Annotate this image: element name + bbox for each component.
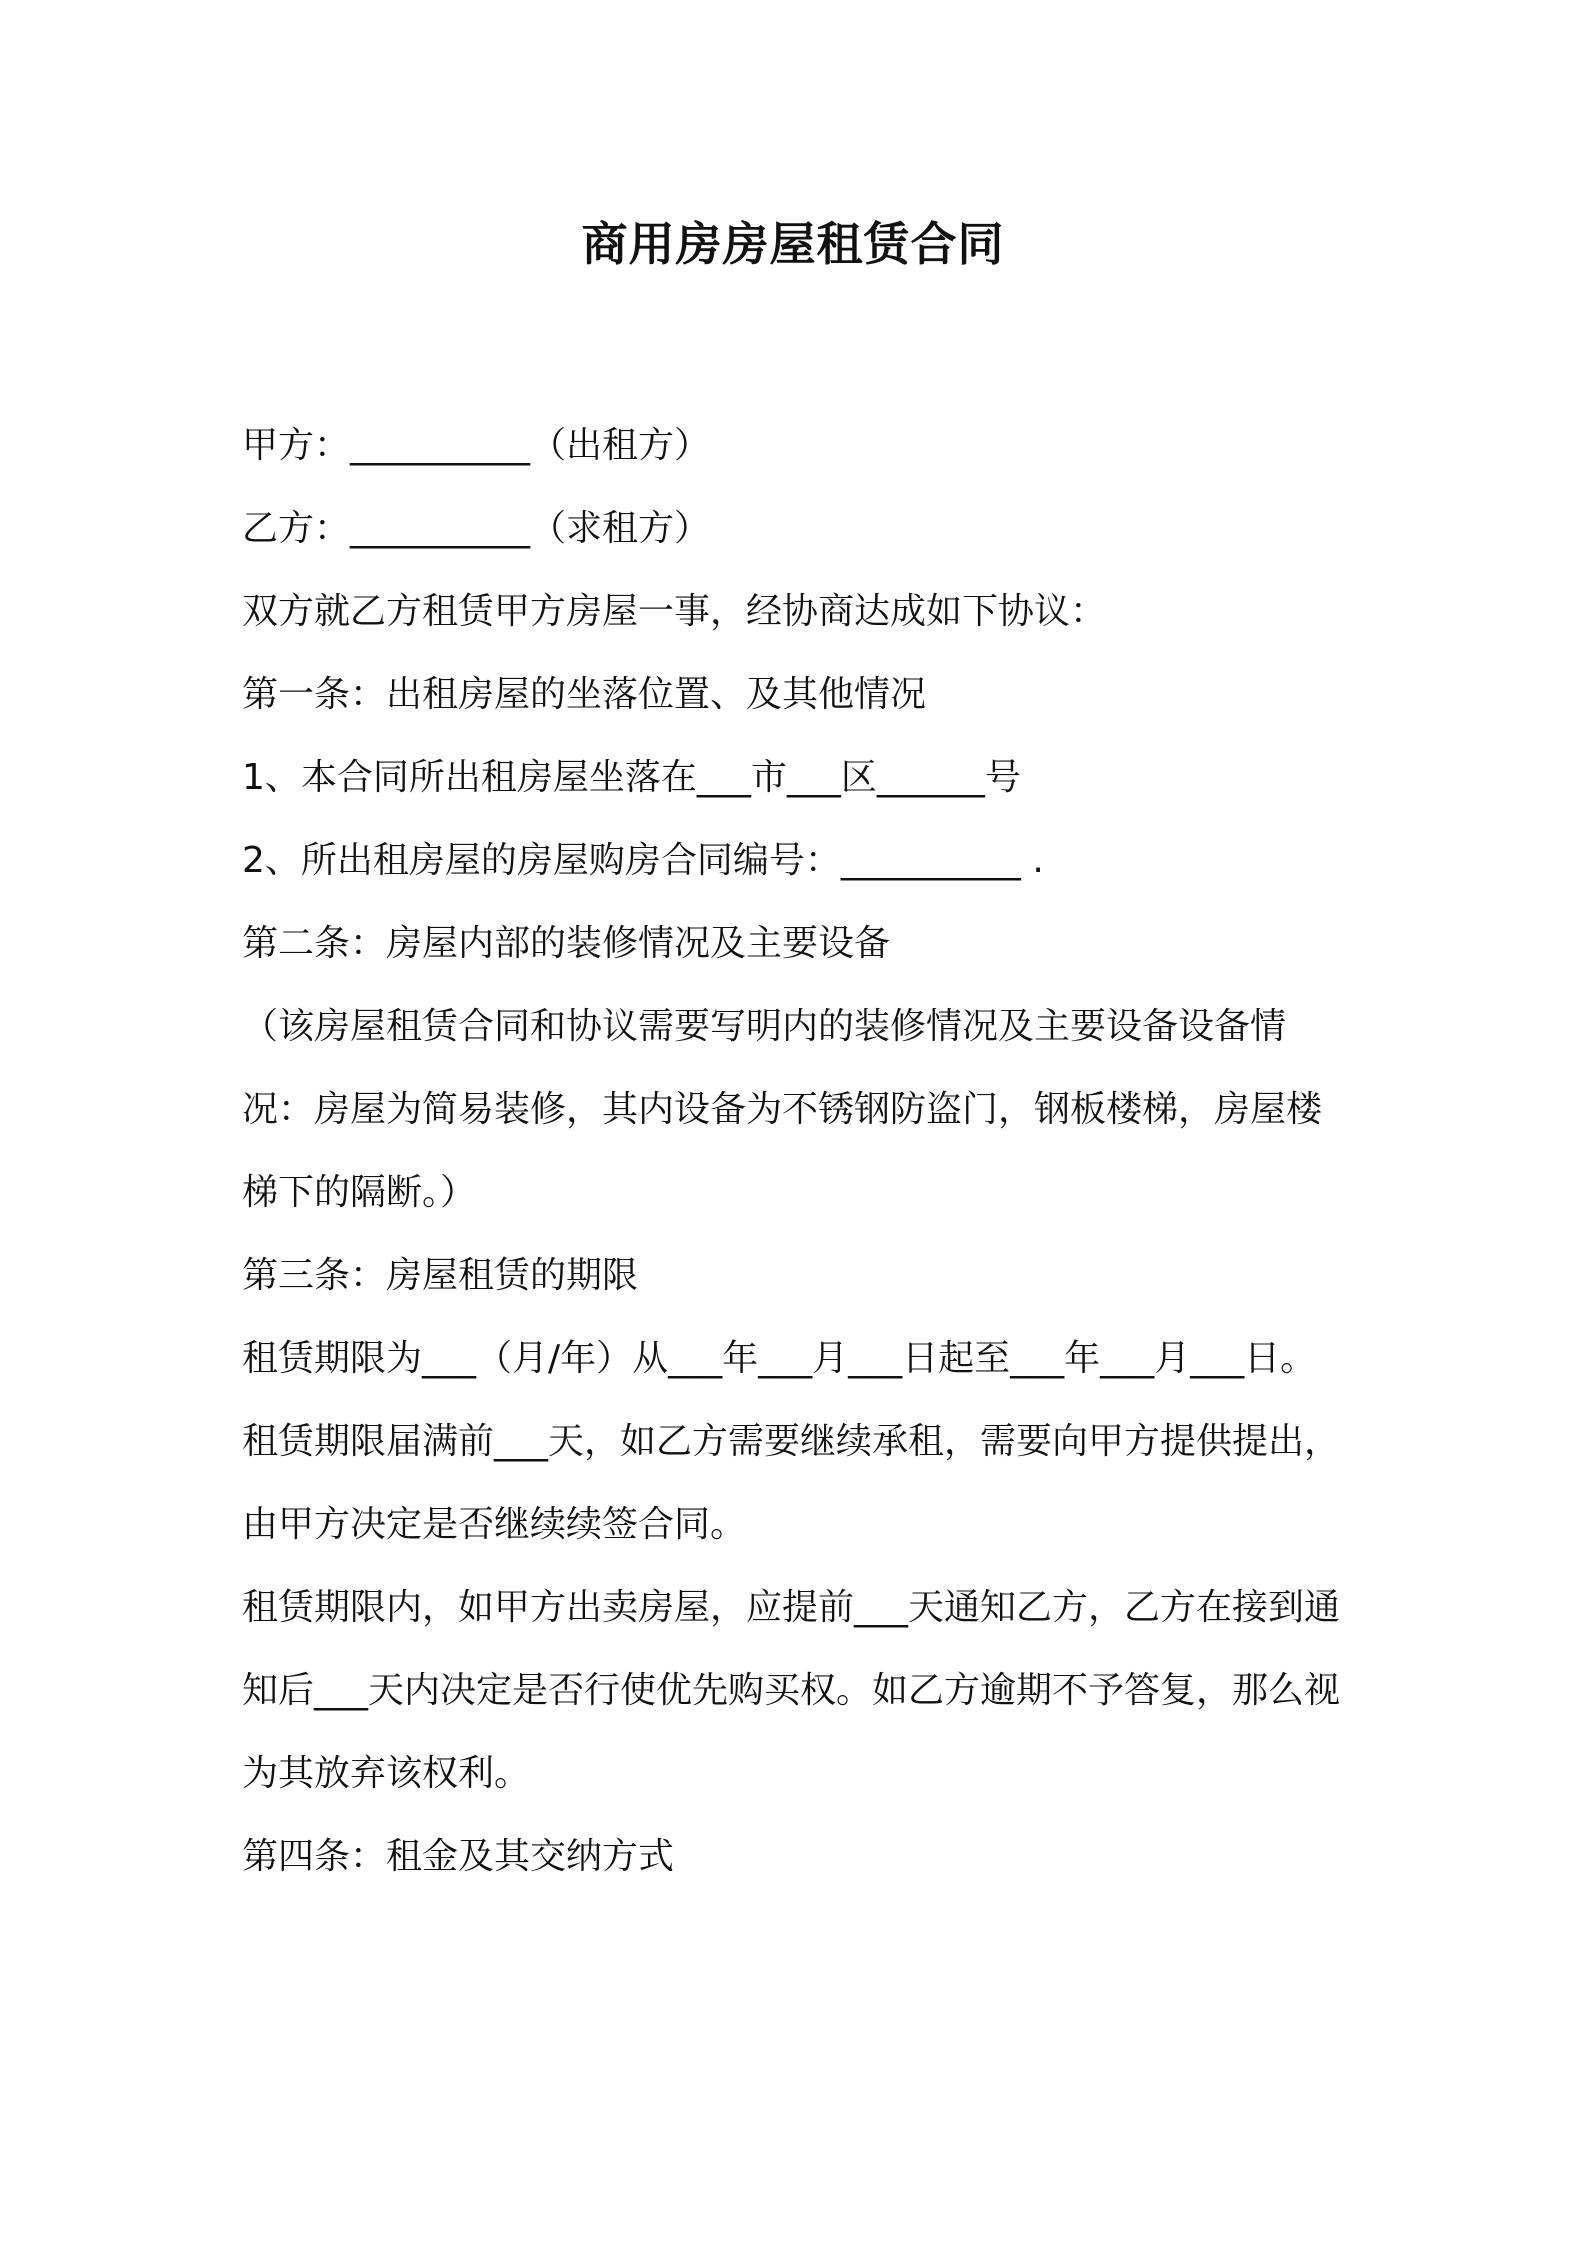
lease-renewal-paragraph: 租赁期限届满前___天，如乙方需要继续承租，需要向甲方提供提出，由甲方决定是否继续续签合同。 [242, 1421, 1341, 1545]
article-1-item-1: 1、本合同所出租房屋坐落在___市___区______号 [242, 757, 1021, 798]
article-2-heading: 第二条：房屋内部的装修情况及主要设备 [242, 923, 891, 964]
agreement-intro: 双方就乙方租赁甲方房屋一事，经协商达成如下协议： [242, 591, 1107, 632]
article-3-heading: 第三条：房屋租赁的期限 [242, 1255, 639, 1296]
document-body [242, 404, 1352, 1898]
party-a-line: 甲方：__________（出租方） [242, 425, 711, 466]
party-b-line: 乙方：__________（求租方） [242, 508, 711, 549]
article-2-description: （该房屋租赁合同和协议需要写明内的装修情况及主要设备设备情况：房屋为简易装修，其内设备为不锈钢防盗门，钢板楼梯，房屋楼梯下的隔断。） [242, 1006, 1323, 1213]
article-1-item-2: 2、所出租房屋的房屋购房合同编号：__________ . [242, 840, 1044, 881]
article-1-heading: 第一条：出租房屋的坐落位置、及其他情况 [242, 674, 927, 715]
lease-term-paragraph: 租赁期限为___（月/年）从___年___月___日起至___年___月___日。 [242, 1338, 1317, 1379]
document-title: 商用房房屋租赁合同 [581, 217, 1005, 271]
preemptive-right-paragraph: 租赁期限内，如甲方出卖房屋，应提前___天通知乙方，乙方在接到通知后___天内决定是否行使优先购买权。如乙方逾期不予答复，那么视为其放弃该权利。 [242, 1587, 1341, 1794]
article-4-heading: 第四条：租金及其交纳方式 [242, 1836, 675, 1877]
